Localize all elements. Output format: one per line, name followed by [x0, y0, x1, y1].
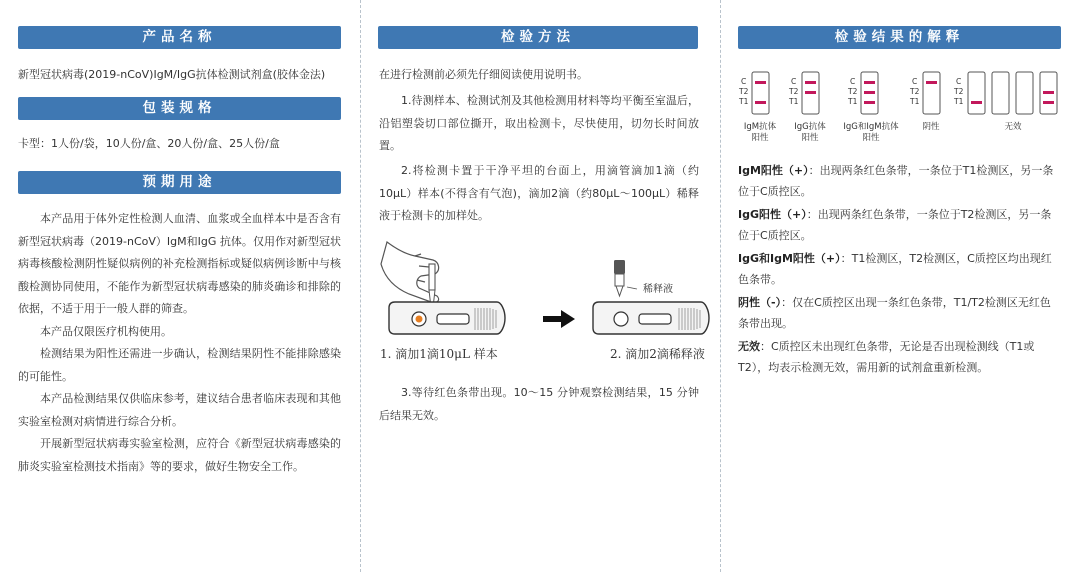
result-item	[738, 248, 1061, 290]
use-paragraph: 开展新型冠状病毒实验室检测，应符合《新型冠状病毒感染的肺炎实验室检测技术指南》等的要求，做好生物安全工作。	[18, 437, 341, 473]
strip-label-invalid: 无效	[1004, 122, 1022, 132]
strip-negative	[923, 72, 940, 114]
test-card-1	[389, 302, 505, 334]
test-card-2	[593, 302, 709, 334]
intended-use-header: 预期用途	[18, 171, 341, 194]
result-item	[738, 160, 1061, 202]
use-paragraph: 本产品仅限医疗机构使用。	[40, 324, 172, 338]
band-t1	[971, 101, 982, 104]
band-t2	[864, 91, 875, 94]
result-desc: ：出现两条红色条带，一条位于T1检测区，另一条位于C质控区。	[738, 164, 1054, 198]
result-term: IgM阳性（+）	[738, 164, 809, 177]
strip-mark-t2: T2	[789, 87, 799, 96]
result-header: 检验结果的解释	[738, 26, 1061, 49]
band-t2	[1043, 91, 1054, 94]
strip-mark-t1: T1	[910, 97, 920, 106]
strip-igm	[752, 72, 769, 114]
result-desc: ：出现两条红色条带，一条位于T2检测区，另一条位于C质控区。	[738, 208, 1052, 242]
strip-invalid-2	[992, 72, 1009, 114]
product-name-header: 产品名称	[18, 26, 341, 49]
strip-mark-t1: T1	[954, 97, 964, 106]
strip-mark-t1: T1	[848, 97, 858, 106]
method-step-2: 2.将检测卡置于干净平坦的台面上，用滴管滴加1滴（约10μL）样本(不得含有气泡)，滴加2滴（约80μL～100μL）稀释液于检测卡的加样处。	[379, 164, 699, 222]
method-header: 检验方法	[378, 26, 698, 49]
result-item	[738, 336, 1061, 378]
use-paragraph: 本产品检测结果仅供临床参考，建议结合患者临床表现和其他实验室检测对病情进行综合分析。	[18, 392, 341, 428]
strip-mark-c: C	[850, 77, 856, 86]
intended-use-text	[18, 208, 341, 478]
strip-label-both: IgG和IgM抗体 阳性	[843, 122, 899, 143]
band-c	[926, 81, 937, 84]
strip-mark-c: C	[912, 77, 918, 86]
strip-label-negative: 阴性	[922, 122, 940, 132]
column-method	[360, 0, 720, 572]
method-step-1: 1.待测样本、检测试剂及其他检测用材料等均平衡至室温后，沿铝塑袋切口部位撕开，取出检测卡，尽快使用，切勿长时间放置。	[379, 94, 699, 152]
strip-mark-t2: T2	[954, 87, 964, 96]
strip-mark-t2: T2	[910, 87, 920, 96]
result-desc: ：T1检测区，T2检测区，C质控区均出现红色条带。	[738, 252, 1052, 286]
strip-mark-c: C	[791, 77, 797, 86]
method-intro: 在进行检测前必须先仔细阅读使用说明书。	[379, 68, 588, 81]
result-term: IgG阳性（+）	[738, 208, 807, 221]
result-term: 阴性（-）	[738, 296, 782, 309]
result-desc: ：仅在C质控区出现一条红色条带，T1/T2检测区无红色条带出现。	[738, 296, 1051, 330]
strip-mark-t1: T1	[789, 97, 799, 106]
band-t1	[1043, 101, 1054, 104]
band-t2	[805, 91, 816, 94]
diluent-label: 稀释液	[643, 284, 673, 295]
strip-label-igg: IgG抗体 阳性	[794, 122, 826, 143]
result-item	[738, 292, 1061, 334]
strip-mark-c: C	[956, 77, 962, 86]
band-c	[805, 81, 816, 84]
result-item	[738, 204, 1061, 246]
arrow-right-icon	[543, 310, 575, 328]
step1-caption: 1. 滴加1滴10μL 样本	[380, 347, 498, 361]
result-term: 无效	[738, 340, 760, 353]
band-t1	[755, 101, 766, 104]
strip-invalid-3	[1016, 72, 1033, 114]
diluent-bottle-icon	[614, 260, 625, 296]
strip-mark-t2: T2	[739, 87, 749, 96]
use-paragraph: 本产品用于体外定性检测人血清、血浆或全血样本中是否含有新型冠状病毒（2019-nCoV）IgM和IgG 抗体。仅用作对新型冠状病毒核酸检测阴性疑似病例的补充检测指标或疑似病例诊断中与核酸检测协同使用，不能作为新型冠状病毒感染的肺炎确诊和排除的依据，不适于用于一般人群的筛查。	[18, 212, 341, 315]
strip-label-igm: IgM抗体 阳性	[743, 122, 777, 143]
strip-mark-c: C	[741, 77, 747, 86]
diluent-leader-line	[627, 287, 637, 289]
result-interpretations	[738, 160, 1061, 380]
band-c	[864, 81, 875, 84]
package-spec-header: 包装规格	[18, 97, 341, 120]
strip-mark-t1: T1	[739, 97, 749, 106]
result-desc: ：C质控区未出现红色条带，无论是否出现检测线（T1或T2），均表示检测无效，需用新的试剂盒重新检测。	[738, 340, 1035, 374]
band-t1	[864, 101, 875, 104]
column-results	[720, 0, 1080, 572]
column-product	[0, 0, 360, 572]
method-step-3: 3.等待红色条带出现。10～15 分钟观察检测结果，15 分钟后结果无效。	[379, 386, 699, 422]
strip-mark-t2: T2	[848, 87, 858, 96]
result-strips-diagram	[720, 64, 1080, 122]
use-paragraph: 检测结果为阳性还需进一步确认，检测结果阴性不能排除感染的可能性。	[18, 347, 341, 383]
strip-invalid-1	[968, 72, 985, 114]
package-spec: 卡型：1人份/袋，10人份/盒、20人份/盒、25人份/盒	[18, 137, 280, 150]
band-c	[755, 81, 766, 84]
product-name: 新型冠状病毒(2019-nCoV)IgM/IgG抗体检测试剂盒(胶体金法)	[18, 68, 326, 81]
result-term: IgG和IgM阳性（+）	[738, 252, 841, 265]
step2-caption: 2. 滴加2滴稀释液	[610, 347, 705, 361]
